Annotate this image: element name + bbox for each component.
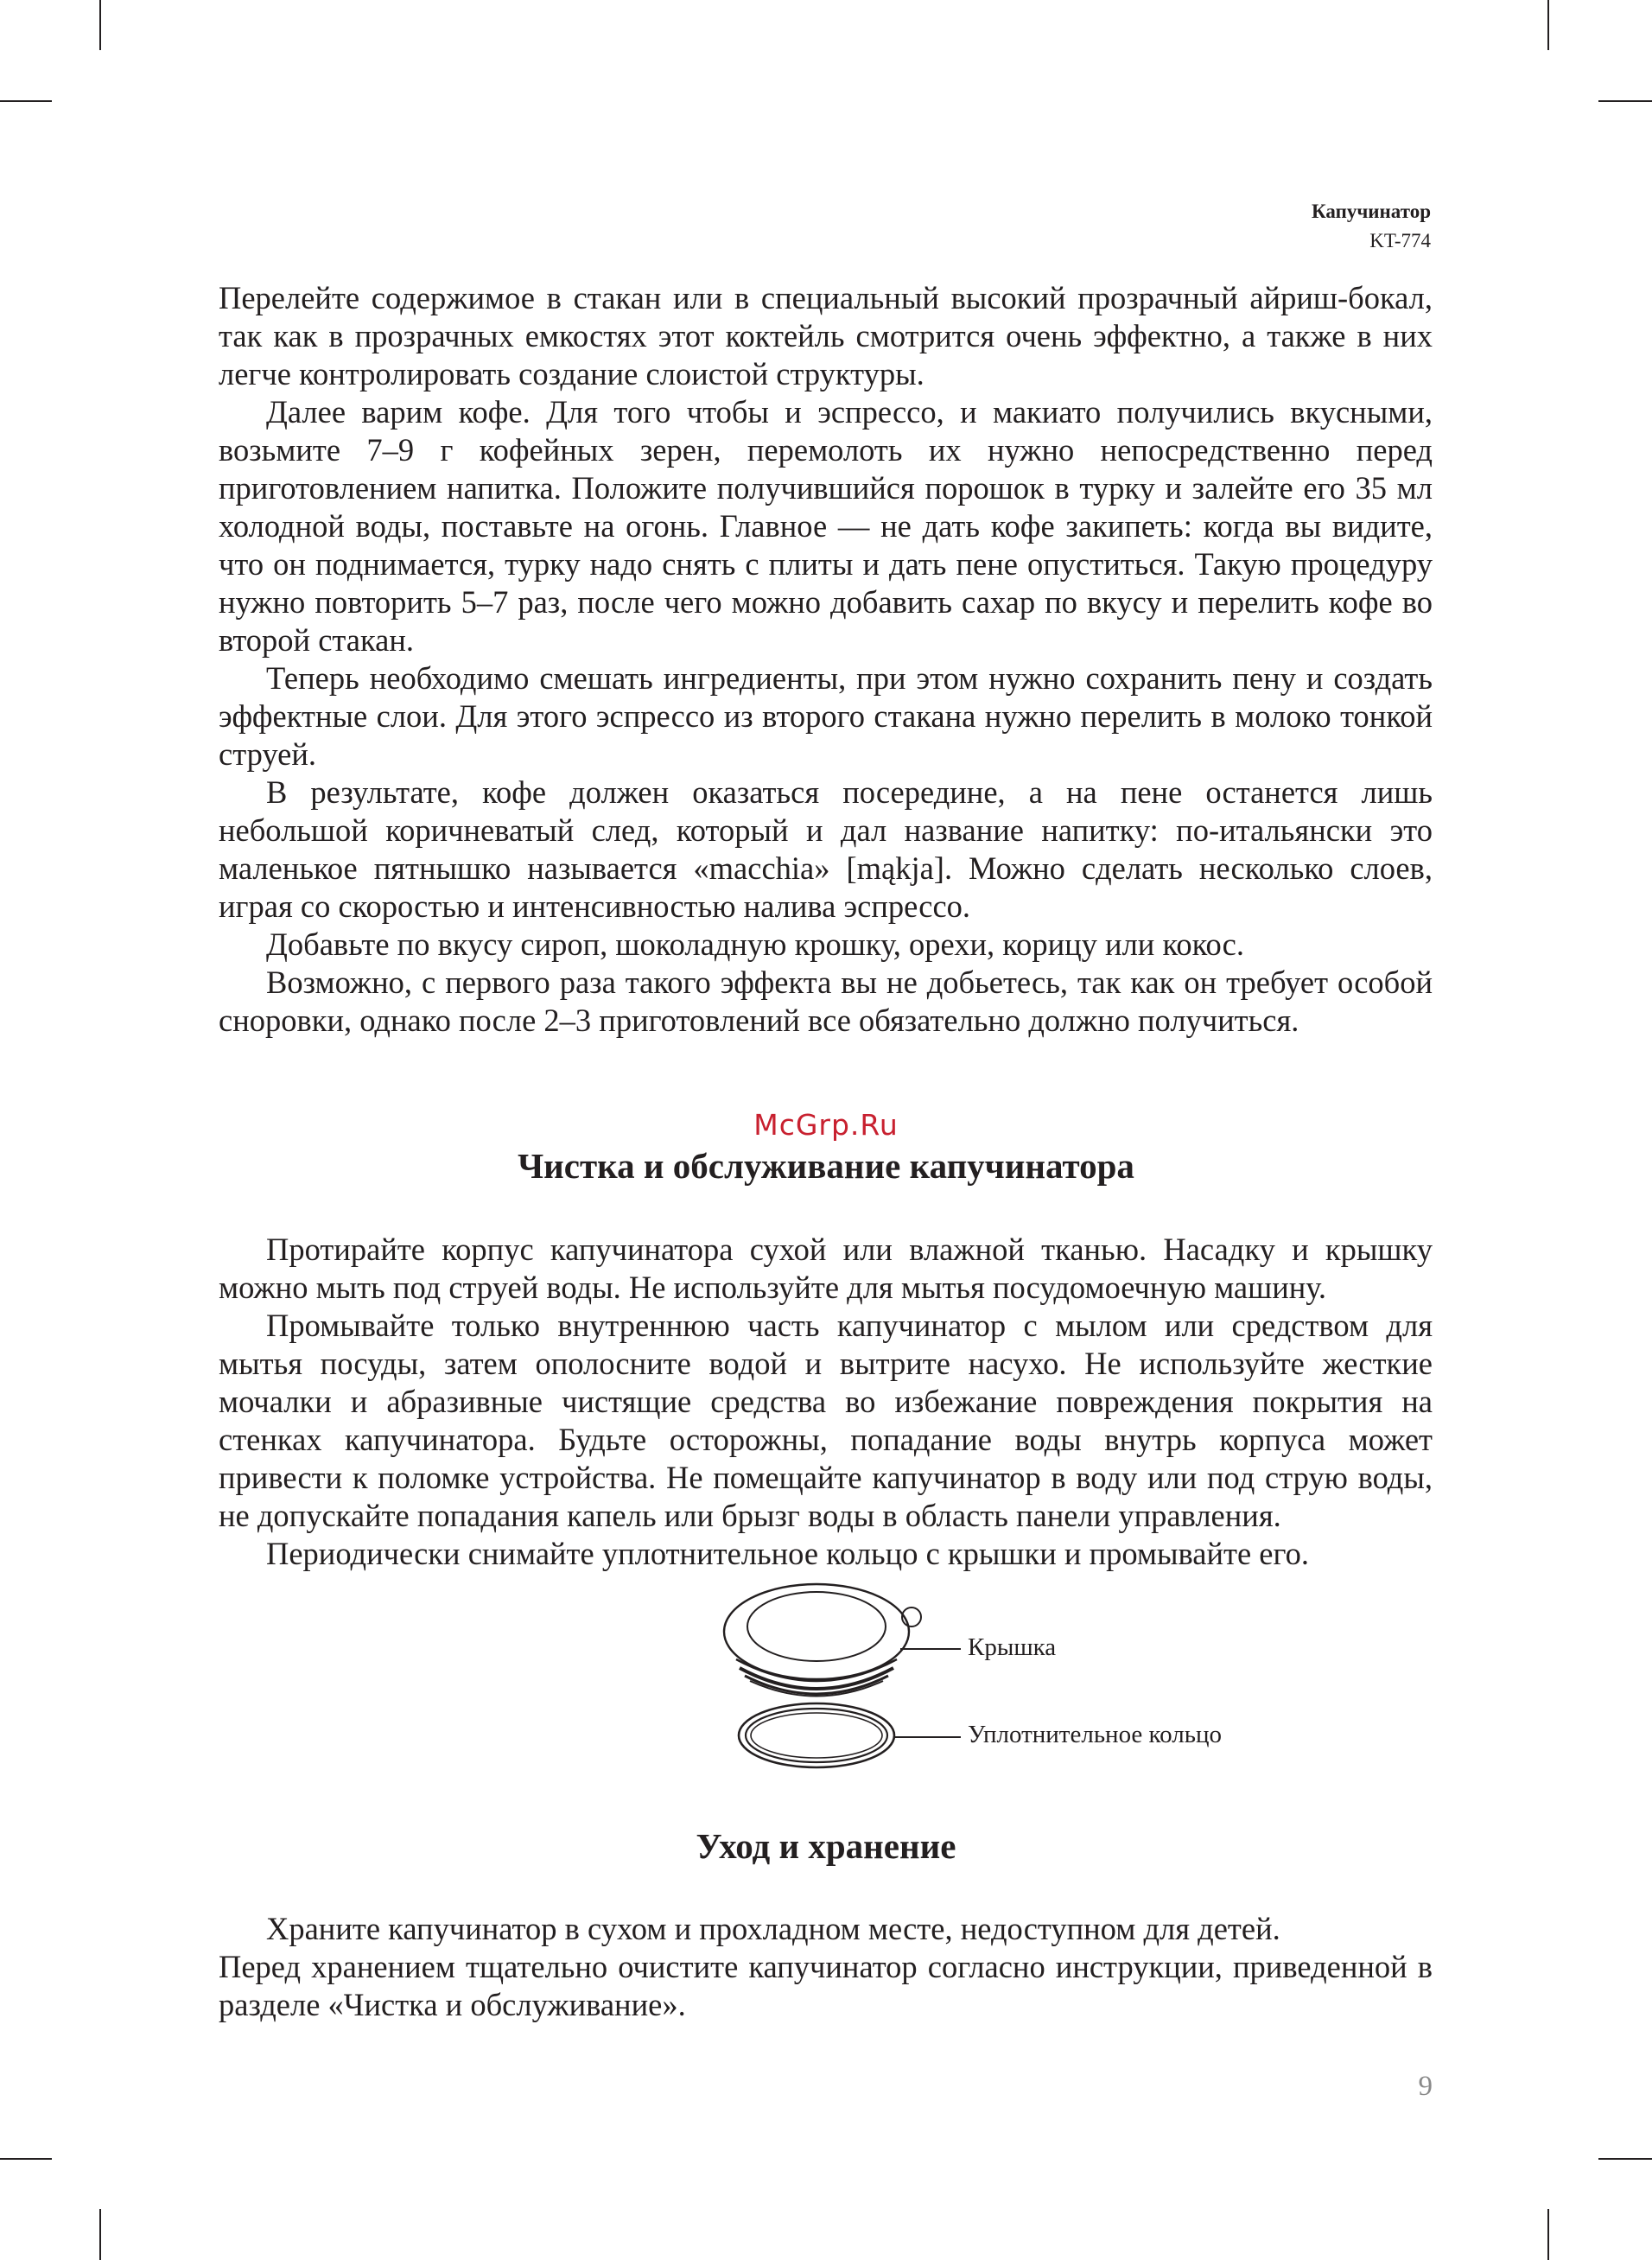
header-model: KT-774: [1369, 230, 1431, 251]
crop-mark: [0, 100, 52, 102]
header-title: Капучинатор: [1312, 201, 1431, 222]
crop-mark: [1598, 100, 1652, 102]
paragraph: Перелейте содержимое в стакан или в специальный высокий прозрачный айриш-бокал, так как в прозрачных емкостях этот коктейль смотрится очень эффектно, а также в них легче контролировать создание слоистой структуры.: [219, 280, 1433, 392]
storage-heading: Уход и хранение: [696, 1826, 956, 1866]
sealing-ring-label: Уплотнительное кольцо: [968, 1721, 1222, 1748]
paragraph: Теперь необходимо смешать ингредиенты, при этом нужно сохранить пену и создать эффектные слои. Для этого эспрессо из второго стакана нужно перелить в молоко тонкой струей.: [219, 660, 1433, 772]
cleaning-body: [219, 1231, 1433, 1573]
crop-mark: [99, 2209, 101, 2260]
paragraph: Периодически снимайте уплотнительное кольцо с крышки и промывайте его.: [266, 1536, 1309, 1571]
paragraph: Возможно, с первого раза такого эффекта вы не добьетесь, так как он требует особой сноровки, однако после 2–3 приготовлений все обязательно должно получиться.: [219, 964, 1433, 1038]
lid-label: Крышка: [968, 1633, 1057, 1661]
crop-mark: [0, 2158, 52, 2160]
paragraph: Далее варим кофе. Для того чтобы и эспрессо, и макиато получились вкусными, возьмите 7–9 г кофейных зерен, перемолоть их нужно непосредственно перед приготовлением напитка. Положите получившийся порошок в турку и залейте его 35 мл холодной воды, поставьте на огонь. Главное — не дать кофе закипеть: когда вы видите, что он поднимается, турку надо снять с плиты и дать пене опуститься. Такую процедуру нужно повторить 5–7 раз, после чего можно добавить сахар по вкусу и перелить кофе во второй стакан.: [219, 394, 1433, 658]
cleaning-heading: Чистка и обслуживание капучинатора: [518, 1146, 1134, 1186]
page-number: 9: [1418, 2071, 1433, 2102]
intro-body: [219, 279, 1433, 1040]
paragraph: В результате, кофе должен оказаться посередине, а на пене останется лишь небольшой коричневатый след, который и дал название напитку: по-итальянски это маленькое пятнышко называется «macchia» [mąkja]. Можно сделать несколько слоев, играя со скоростью и интенсивностью налива эспрессо.: [219, 774, 1433, 924]
crop-mark: [1547, 0, 1549, 50]
watermark: McGrp.Ru: [753, 1108, 899, 1142]
paragraph: Перед хранением тщательно очистите капучинатор согласно инструкции, приведенной в разделе «Чистка и обслуживание».: [219, 1949, 1433, 2022]
running-header: [1312, 197, 1431, 256]
crop-mark: [1598, 2158, 1652, 2160]
storage-body: [219, 1910, 1433, 2024]
crop-mark: [99, 0, 101, 50]
crop-mark: [1547, 2209, 1549, 2260]
lid-ring-figure: [717, 1573, 1222, 1772]
paragraph: Протирайте корпус капучинатора сухой или влажной тканью. Насадку и крышку можно мыть под струей воды. Не используйте для мытья посудомоечную машину.: [219, 1232, 1433, 1305]
paragraph: Промывайте только внутреннюю часть капучинатор с мылом или средством для мытья посуды, затем ополосните водой и вытрите насухо. Не используйте жесткие мочалки и абразивные чистящие средства во избежание повреждения покрытия на стенках капучинатора. Будьте осторожны, попадание воды внутрь корпуса может привести к поломке устройства. Не помещайте капучинатор в воду или под струю воды, не допускайте попадания капель или брызг воды в область панели управления.: [219, 1308, 1433, 1533]
paragraph: Храните капучинатор в сухом и прохладном месте, недоступном для детей.: [266, 1911, 1280, 1946]
paragraph: Добавьте по вкусу сироп, шоколадную крошку, орехи, корицу или кокос.: [266, 926, 1244, 962]
